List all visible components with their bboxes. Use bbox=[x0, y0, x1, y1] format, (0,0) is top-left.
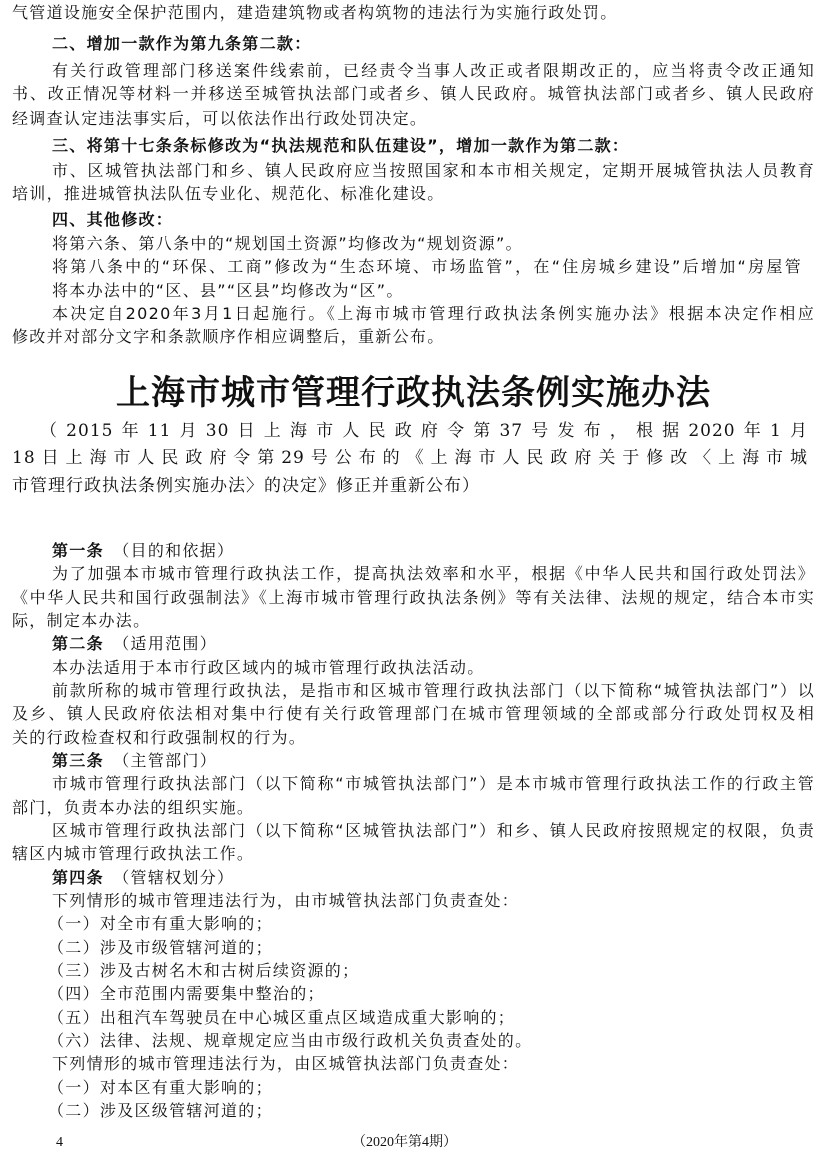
article-number: 第四条 bbox=[52, 868, 104, 887]
amendment-heading: 三、将第十七条条标修改为“执法规范和队伍建设”，增加一款作为第二款： bbox=[52, 136, 630, 155]
paragraph-line: 市城市管理行政执法部门（以下简称“市城管执法部门”）是本市城市管理行政执法工作的行政主管 bbox=[52, 774, 815, 793]
paragraph-line: 修改并对部分文字和条款顺序作相应调整后，重新公布。 bbox=[12, 327, 445, 346]
list-item: （三）涉及古树名木和古树后续资源的； bbox=[48, 961, 360, 980]
article-heading bbox=[52, 749, 815, 772]
article-heading bbox=[52, 632, 815, 655]
article-heading bbox=[52, 866, 815, 889]
list-item: （四）全市范围内需要集中整治的； bbox=[48, 984, 325, 1003]
paragraph-line: 书、改正情况等材料一并移送至城管执法部门或者乡、镇人民政府。城管执法部门或者乡、镇人民政府 bbox=[12, 84, 815, 103]
paragraph-line: 为了加强本市城市管理行政执法工作，提高执法效率和水平，根据《中华人民共和国行政处罚法》 bbox=[52, 564, 815, 583]
paragraph-line: 际，制定本办法。 bbox=[12, 611, 151, 630]
subtitle-line: 18日上海市人民政府令第29号公布的《上海市人民政府关于修改〈上海市城 bbox=[12, 448, 808, 468]
list-item: （一）对全市有重大影响的； bbox=[48, 914, 273, 933]
amendment-heading: 二、增加一款作为第九条第二款： bbox=[52, 34, 312, 53]
article-topic: （管辖权划分） bbox=[121, 868, 235, 887]
paragraph-line: 及乡、镇人民政府依法相对集中行使有关行政管理部门在城市管理领域的全部或部分行政处罚权及相 bbox=[12, 704, 815, 723]
article-number: 第二条 bbox=[52, 634, 104, 653]
paragraph-line: 下列情形的城市管理违法行为，由区城管执法部门负责查处： bbox=[52, 1054, 520, 1073]
page-number: 4 bbox=[56, 1135, 63, 1150]
paragraph-line: 有关行政管理部门移送案件线索前，已经责令当事人改正或者限期改正的，应当将责令改正通知 bbox=[52, 61, 815, 80]
issue-label: （2020年第4期） bbox=[352, 1135, 457, 1150]
paragraph-line: 经调查认定违法事实后，可以依法作出行政处罚决定。 bbox=[12, 109, 428, 128]
amendment-heading: 四、其他修改： bbox=[52, 210, 174, 229]
paragraph-line: 下列情形的城市管理违法行为，由市城管执法部门负责查处： bbox=[52, 891, 520, 910]
paragraph-line: 关的行政检查权和行政强制权的行为。 bbox=[12, 728, 307, 747]
list-item: （二）涉及市级管辖河道的； bbox=[48, 938, 273, 957]
paragraph-line: 区城市管理行政执法部门（以下简称“区城管执法部门”）和乡、镇人民政府按照规定的权限，负责 bbox=[52, 821, 815, 840]
paragraph-line: 本办法适用于本市行政区域内的城市管理行政执法活动。 bbox=[52, 658, 485, 677]
article-topic: （主管部门） bbox=[121, 751, 218, 770]
paragraph-line: 市、区城管执法部门和乡、镇人民政府应当按照国家和本市相关规定，定期开展城管执法人员教育 bbox=[52, 161, 815, 180]
article-heading bbox=[52, 539, 815, 562]
subtitle-line: （2015年11月30日上海市人民政府令第37号发布，根据2020年1月 bbox=[40, 421, 808, 441]
article-topic: （适用范围） bbox=[121, 634, 218, 653]
list-item: （六）法律、法规、规章规定应当由市级行政机关负责查处的。 bbox=[48, 1031, 533, 1050]
article-number: 第三条 bbox=[52, 751, 104, 770]
document-title: 上海市城市管理行政执法条例实施办法 bbox=[116, 373, 711, 413]
list-item: （五）出租汽车驾驶员在中心城区重点区域造成重大影响的； bbox=[48, 1008, 516, 1027]
article-number: 第一条 bbox=[52, 541, 104, 560]
paragraph-line: 将第六条、第八条中的“规划国土资源”均修改为“规划资源”。 bbox=[52, 234, 523, 253]
paragraph-line: 气管道设施安全保护范围内，建造建筑物或者构筑物的违法行为实施行政处罚。 bbox=[12, 3, 618, 22]
subtitle-line: 市管理行政执法条例实施办法〉的决定》修正并重新公布） bbox=[12, 476, 480, 496]
list-item: （二）涉及区级管辖河道的； bbox=[48, 1101, 273, 1120]
paragraph-line: 将本办法中的“区、县”“区县”均修改为“区”。 bbox=[52, 281, 404, 300]
paragraph-line: 本决定自2020年3月1日起施行。《上海市城市管理行政执法条例实施办法》根据本决定作相应 bbox=[52, 304, 815, 323]
paragraph-line: 前款所称的城市管理行政执法，是指市和区城市管理行政执法部门（以下简称“城管执法部门”）以 bbox=[52, 681, 815, 700]
paragraph-line: 《中华人民共和国行政强制法》《上海市城市管理行政执法条例》等有关法律、法规的规定，结合本市实 bbox=[12, 588, 815, 607]
article-topic: （目的和依据） bbox=[121, 541, 235, 560]
paragraph-line: 辖区内城市管理行政执法工作。 bbox=[12, 844, 255, 863]
list-item: （一）对本区有重大影响的； bbox=[48, 1078, 273, 1097]
paragraph-line: 部门，负责本办法的组织实施。 bbox=[12, 798, 255, 817]
paragraph-line: 将第八条中的“环保、工商”修改为“生态环境、市场监管”，在“住房城乡建设”后增加“房屋管 bbox=[52, 257, 802, 276]
paragraph-line: 培训，推进城管执法队伍专业化、规范化、标准化建设。 bbox=[12, 184, 445, 203]
